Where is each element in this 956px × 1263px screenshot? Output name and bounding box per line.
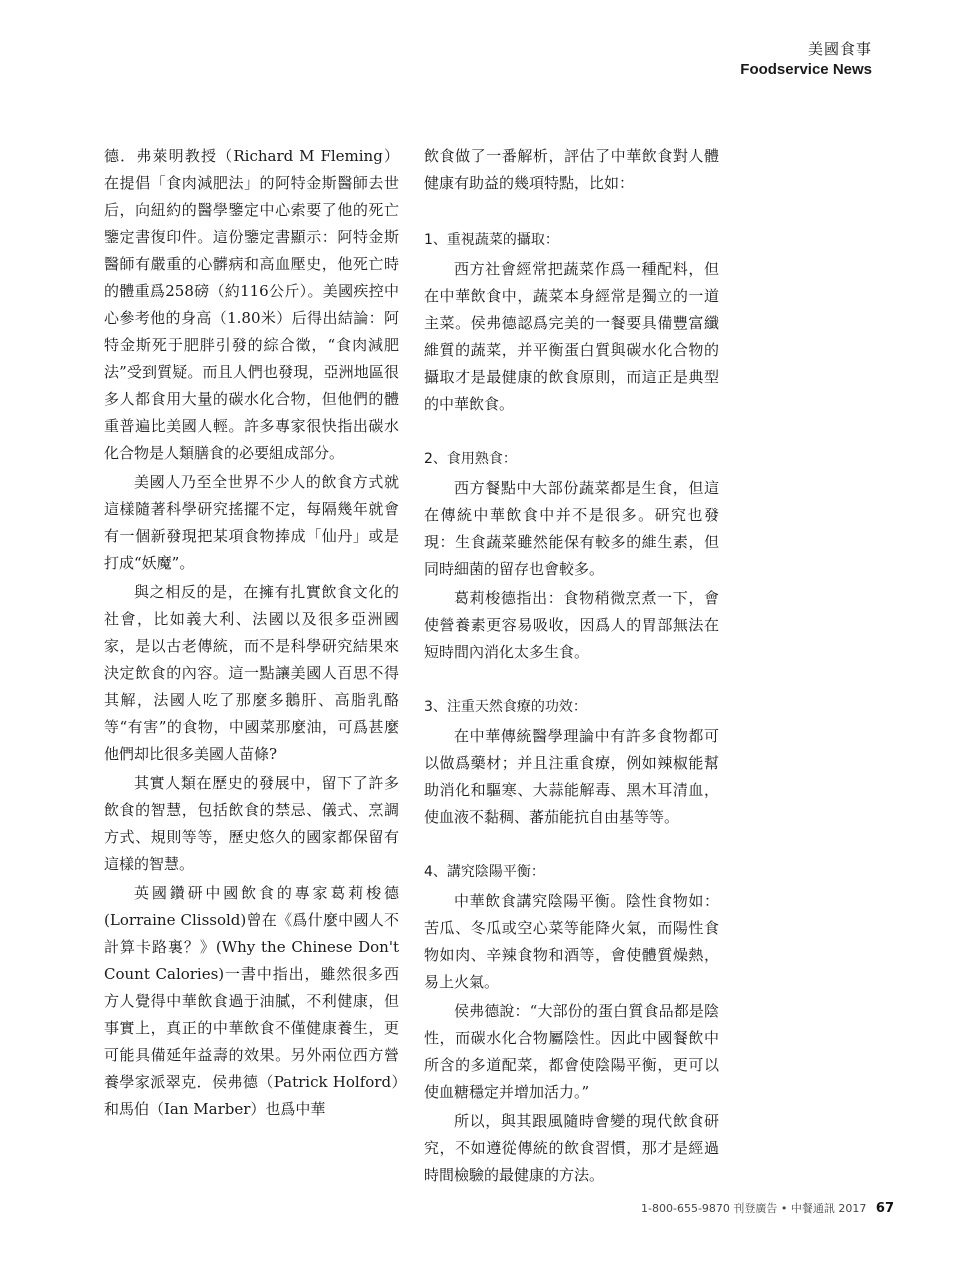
paragraph: 西方社會經常把蔬菜作爲一種配料，但在中華飲食中，蔬菜本身經常是獨立的一道主菜。侯弗德認爲完美的一餐要具備豐富纖維質的蔬菜，并平衡蛋白質與碳水化合物的攝取才是最健康的飲食原則，而這正是典型的中華飲食。 bbox=[424, 260, 719, 413]
running-header bbox=[740, 38, 872, 78]
paragraph: 英國鑽研中國飲食的專家葛莉梭德(Lorraine Clissold)曾在《爲什麼中國人不計算卡路裏？》(Why the Chinese Don't Count Calories)一書中指出，雖然很多西方人覺得中華飲食過于油膩，不利健康，但事實上，真正的中華飲食不僅健康養生，更可能具備延年益壽的效果。另外兩位西方營養學家派翠克．侯弗德（Patrick Holford）和馬伯（Ian Marber）也爲中華 bbox=[104, 884, 399, 1118]
paragraph: 中華飲食講究陰陽平衡。陰性食物如：苦瓜、冬瓜或空心菜等能降火氣，而陽性食物如肉、辛辣食物和酒等，會使體質燥熱，易上火氣。 bbox=[424, 892, 719, 991]
section-heading: 3、注重天然食療的功效： bbox=[424, 699, 587, 715]
paragraph: 葛莉梭德指出：食物稍微烹煮一下，會使營養素更容易吸收，因爲人的胃部無法在短時間內消化太多生食。 bbox=[424, 589, 719, 661]
paragraph: 所以，與其跟風隨時會變的現代飲食研究，不如遵從傳統的飲食習慣，那才是經過時間檢驗的最健康的方法。 bbox=[424, 1112, 719, 1184]
page-footer bbox=[641, 1200, 894, 1216]
paragraph: 西方餐點中大部份蔬菜都是生食，但這在傳統中華飲食中并不是很多。研究也發現：生食蔬菜雖然能保有較多的維生素，但同時細菌的留存也會較多。 bbox=[424, 479, 719, 578]
paragraph: 在中華傳統醫學理論中有許多食物都可以做爲藥材；并且注重食療，例如辣椒能幫助消化和驅寒、大蒜能解毒、黑木耳清血，使血液不黏稠、蕃茄能抗自由基等等。 bbox=[424, 727, 719, 826]
header-title-english: Foodservice News bbox=[740, 61, 872, 78]
paragraph: 德．弗萊明教授（Richard M Fleming）在提倡「食肉減肥法」的阿特金斯醫師去世后，向紐約的醫學鑒定中心索要了他的死亡鑒定書復印件。這份鑒定書顯示：阿特金斯醫師有嚴重的心髒病和高血壓史，他死亡時的體重爲258磅（約116公斤）。美國疾控中心參考他的身高（1.80米）后得出結論：阿特金斯死于肥胖引發的綜合徵，“食肉減肥法”受到質疑。而且人們也發現，亞洲地區很多人都食用大量的碳水化合物，但他們的體重普遍比美國人輕。許多專家很快指出碳水化合物是人類膳食的必要組成部分。 bbox=[104, 147, 399, 462]
paragraph: 侯弗德說：“大部份的蛋白質食品都是陰性，而碳水化合物屬陰性。因此中國餐飲中所含的多道配菜，都會使陰陽平衡，更可以使血糖穩定并增加活力。” bbox=[424, 1002, 719, 1101]
header-title-chinese: 美國食事 bbox=[807, 40, 872, 58]
section-heading: 2、食用熟食： bbox=[424, 451, 517, 467]
paragraph: 美國人乃至全世界不少人的飲食方式就這樣隨著科學研究搖擺不定，每隔幾年就會有一個新發現把某項食物捧成「仙丹」或是打成“妖魔”。 bbox=[104, 473, 399, 572]
section-heading: 1、重視蔬菜的攝取： bbox=[424, 232, 559, 248]
section-heading: 4、講究陰陽平衡： bbox=[424, 864, 545, 880]
footer-text: 1-800-655-9870 刊登廣告 • 中餐通訊 2017 bbox=[641, 1202, 867, 1215]
article-column-left bbox=[104, 143, 399, 1125]
page-number: 67 bbox=[875, 1201, 894, 1216]
article-column-right bbox=[424, 143, 719, 1191]
paragraph: 與之相反的是，在擁有扎實飲食文化的社會，比如義大利、法國以及很多亞洲國家，是以古老傳統，而不是科學研究結果來決定飲食的內容。這一點讓美國人百思不得其解，法國人吃了那麼多鵝肝、高脂乳酪等“有害”的食物，中國菜那麼油，可爲甚麼他們却比很多美國人苗條? bbox=[104, 583, 399, 763]
paragraph: 其實人類在歷史的發展中，留下了許多飲食的智慧，包括飲食的禁忌、儀式、烹調方式、規則等等，歷史悠久的國家都保留有這樣的智慧。 bbox=[104, 774, 399, 873]
paragraph: 飲食做了一番解析，評估了中華飲食對人體健康有助益的幾項特點，比如： bbox=[424, 147, 719, 192]
